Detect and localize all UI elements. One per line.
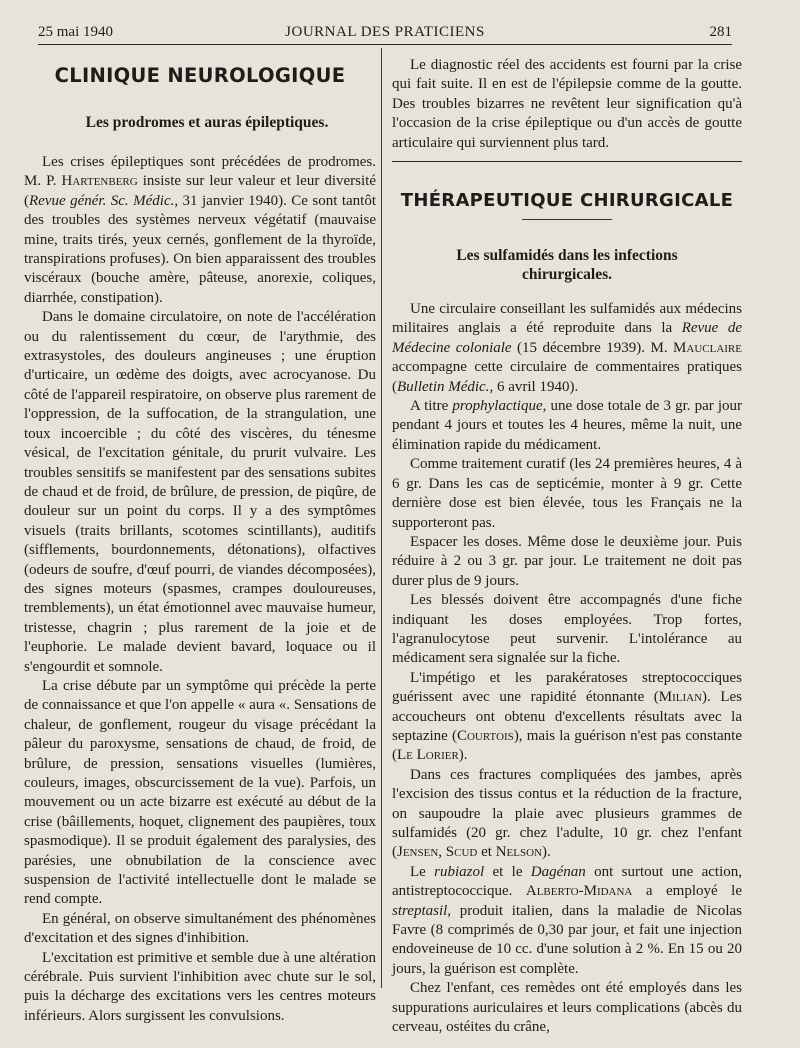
drug-name: Dagénan	[530, 863, 586, 880]
article-body-prodromes	[24, 153, 376, 1026]
text-run: Une circulaire conseillant les sulfamidés aux médecins militaires anglais a été reproduite dans la	[392, 301, 742, 337]
text-run: A titre	[410, 398, 453, 415]
paragraph: En général, on observe simultanément des phénomènes d'excitation et des signes d'inhibition.	[24, 910, 376, 947]
text-run: accompagne cette circulaire de commentaires pratiques (	[392, 359, 742, 395]
journal-name: JOURNAL DES PRATICIENS	[285, 24, 485, 40]
emphasis-term: prophylactique	[452, 398, 543, 415]
journal-citation: Revue génér. Sc. Médic.	[29, 192, 175, 209]
paragraph: Le diagnostic réel des accidents est fourni par la crise qui fait suite. Il en est de l'épilepsie comme de la goutte. Des troubles bizarres ne revêtent leur signification qu'à l'occasion de la crise épileptique ou d'un accès de goutte articulaire qui surviennent plus tard.	[392, 57, 742, 151]
text-run: ). Les accoucheurs ont obtenu d'excellents résultats avec la septazine (	[392, 689, 742, 744]
article-end-rule	[392, 161, 742, 162]
paragraph: Dans le domaine circulatoire, on note de l'accélération ou du ralentissement du cœur, de l'arythmie, des extrasystoles, des douleurs angineuses ; une éruption d'urticaire, un œdème des doigts, avec acrocyanose. Du côté de l'appareil respiratoire, on observe plus rarement de l'oppression, de la suffocation, de la strangulation, une toux incoercible ; du côté des viscères, du ténesme vésical, de l'excitation génitale, du prurit vulvaire. Les troubles sensitifs se manifestent par des sensations subites de chaud et de froid, de brûlure, de pression, de piqûre, de douleur sur un point du corps. Il y a des symptômes visuels (traits brillants, scotomes scintillants), auditifs (sifflements, bourdonnements, détonations), olfactives (odeurs de soufre, d'œuf pourri, de viandes décomposées), des signes moteurs (spasmes, crampes douloureuses, tremblements), un état émotionnel avec mauvaise humeur, tristesse, chagrin ; plus rarement de la joie et de l'euphorie. Le malade devient bavard, loquace ou il s'engourdit et somnole.	[24, 309, 376, 675]
issue-date: 25 mai 1940	[38, 24, 113, 40]
text-run: ,	[438, 844, 446, 861]
article-body-sulfamides	[392, 300, 742, 1037]
paragraph	[392, 669, 742, 766]
paragraph: Chez l'enfant, ces remèdes ont été employés dans les suppurations auriculaires et leurs complications (abcès du cerveau, ostéites du crâne,	[392, 980, 742, 1036]
author-name: Nelson	[495, 844, 542, 861]
section-title-neurologie: CLINIQUE NEUROLOGIQUE	[54, 64, 346, 87]
text-run: ), mais la guérison n'est pas constante (	[392, 727, 742, 764]
paragraph: Espacer les doses. Même dose le deuxième jour. Puis réduire à 2 ou 3 gr. par jour. Le traitement ne doit pas durer plus de 9 jours.	[392, 533, 742, 589]
paragraph	[392, 766, 742, 863]
paragraph: L'excitation est primitive et semble due à une altération cérébrale. Puis survient l'inhibition avec chute sur le sol, puis la décharge des excitations vers les centres moteurs inférieurs. Alors surgissent les convulsions.	[24, 949, 376, 1024]
paragraph	[392, 300, 742, 397]
text-run: a employé le	[632, 883, 742, 900]
paragraph	[392, 863, 742, 979]
text-run: et	[477, 844, 496, 861]
text-run: Dans ces fractures compliquées des jambes, après l'excision des tissus contus et la réduction de la fracture, on saupoudre la plaie avec plusieurs grammes de sulfamidés (20 gr. chez l'adulte, 10 gr. chez l'enfant (	[392, 766, 742, 861]
article-title-prodromes: Les prodromes et auras épileptiques.	[85, 114, 329, 131]
drug-name: rubiazol	[434, 863, 485, 880]
column-divider	[381, 48, 382, 988]
text-run: insiste sur leur valeur et leur diversité (	[24, 173, 376, 209]
author-name: Milian	[658, 689, 703, 706]
section-title-therapeutique: THÉRAPEUTIQUE CHIRURGICALE	[400, 190, 734, 212]
author-name: Hartenberg	[61, 173, 138, 190]
text-run: , 31 janvier 1940). Ce sont tantôt des troubles des systèmes nerveux végétatif (mauvaise mine, traits tirés, yeux cernés, gonflement de la thyroïde, transpirations profuses). On bien apparaissent des troubles viscéraux (bouche amère, pâteuse, anorexie, coliques, diarrhée, constipation).	[24, 192, 377, 306]
paragraph: Les blessés doivent être accompagnés d'une fiche indiquant les doses employées. Trop fortes, l'agranulocytose peut survenir. L'intolérance au médicament sera signalée sur la fiche.	[392, 592, 742, 667]
paragraph: La crise débute par un symptôme qui précède la perte de connaissance et que l'on appelle « aura «. Sensations de chaleur, de gonflement, rougeur du visage précédant la pâleur du paroxysme, sensations de chaud, de froid, de brûlure, de pression, sensations visuelles (lumières, couleurs, images, obscurcissement de la vue). Parfois, un mouvement ou un acte bizarre est exécuté au début de la crise (bâillements, hoquet, clignement des paupières, toux spasmodique). Il se produit également des paralysies, des parésies, une obnubilation de la conscience avec suspension de l'activité intellectuelle dont le malade se rend compte.	[24, 677, 376, 908]
article-title-sulfamides: Les sulfamidés dans les infections chirurgicales.	[456, 247, 678, 284]
drug-name: streptasil	[392, 902, 448, 919]
paragraph	[392, 397, 742, 455]
author-name: Le Lorier	[397, 747, 459, 764]
title-underline	[522, 219, 612, 220]
text-run: ont surtout une action, antistreptococcique.	[392, 863, 742, 900]
continuation-text	[392, 56, 742, 153]
text-run: Les crises épileptiques sont précédées de prodromes. M. P.	[24, 154, 376, 190]
text-run: , 6 avril 1940).	[489, 378, 579, 395]
author-name: Courtois	[456, 727, 514, 744]
text-run: (15 décembre 1939). M.	[511, 339, 674, 356]
author-name: Alberto-Midana	[525, 883, 633, 900]
text-run: , produit italien, dans la maladie de Nicolas Favre (8 comprimés de 0,30 par jour, et fait une injection endoveineuse de 10 cc. d'une solution à 2 %. En 15 ou 20 jours, la guérison est complète.	[392, 902, 742, 977]
text-run: L'impétigo et les parakératoses streptococciques guérissent avec une rapidité étonnante (	[392, 669, 742, 706]
text-run: et le	[484, 863, 531, 880]
page-number: 281	[709, 24, 732, 40]
text-run: , une dose totale de 3 gr. par jour pendant 4 jours et toutes les 4 heures, même la nuit, une élimination rapide du médicament.	[392, 398, 742, 453]
author-name: Scud	[445, 844, 478, 861]
author-name: Jensen	[397, 844, 439, 861]
left-column	[24, 0, 376, 1026]
text-run: ).	[458, 747, 468, 764]
paragraph: Comme traitement curatif (les 24 premières heures, 4 à 6 gr. Dans les cas de septicémie, monter à 9 gr. Cette dernière dose est bien élevée, tous les Français ne la supporteront pas.	[392, 456, 742, 531]
journal-citation: Revue de Médecine coloniale	[392, 320, 742, 356]
text-run: Le	[410, 863, 435, 880]
author-name: Mauclaire	[673, 339, 742, 356]
right-column	[392, 0, 742, 1037]
text-run: ).	[541, 844, 551, 861]
paragraph	[24, 153, 376, 308]
journal-citation: Bulletin Médic.	[397, 378, 490, 395]
